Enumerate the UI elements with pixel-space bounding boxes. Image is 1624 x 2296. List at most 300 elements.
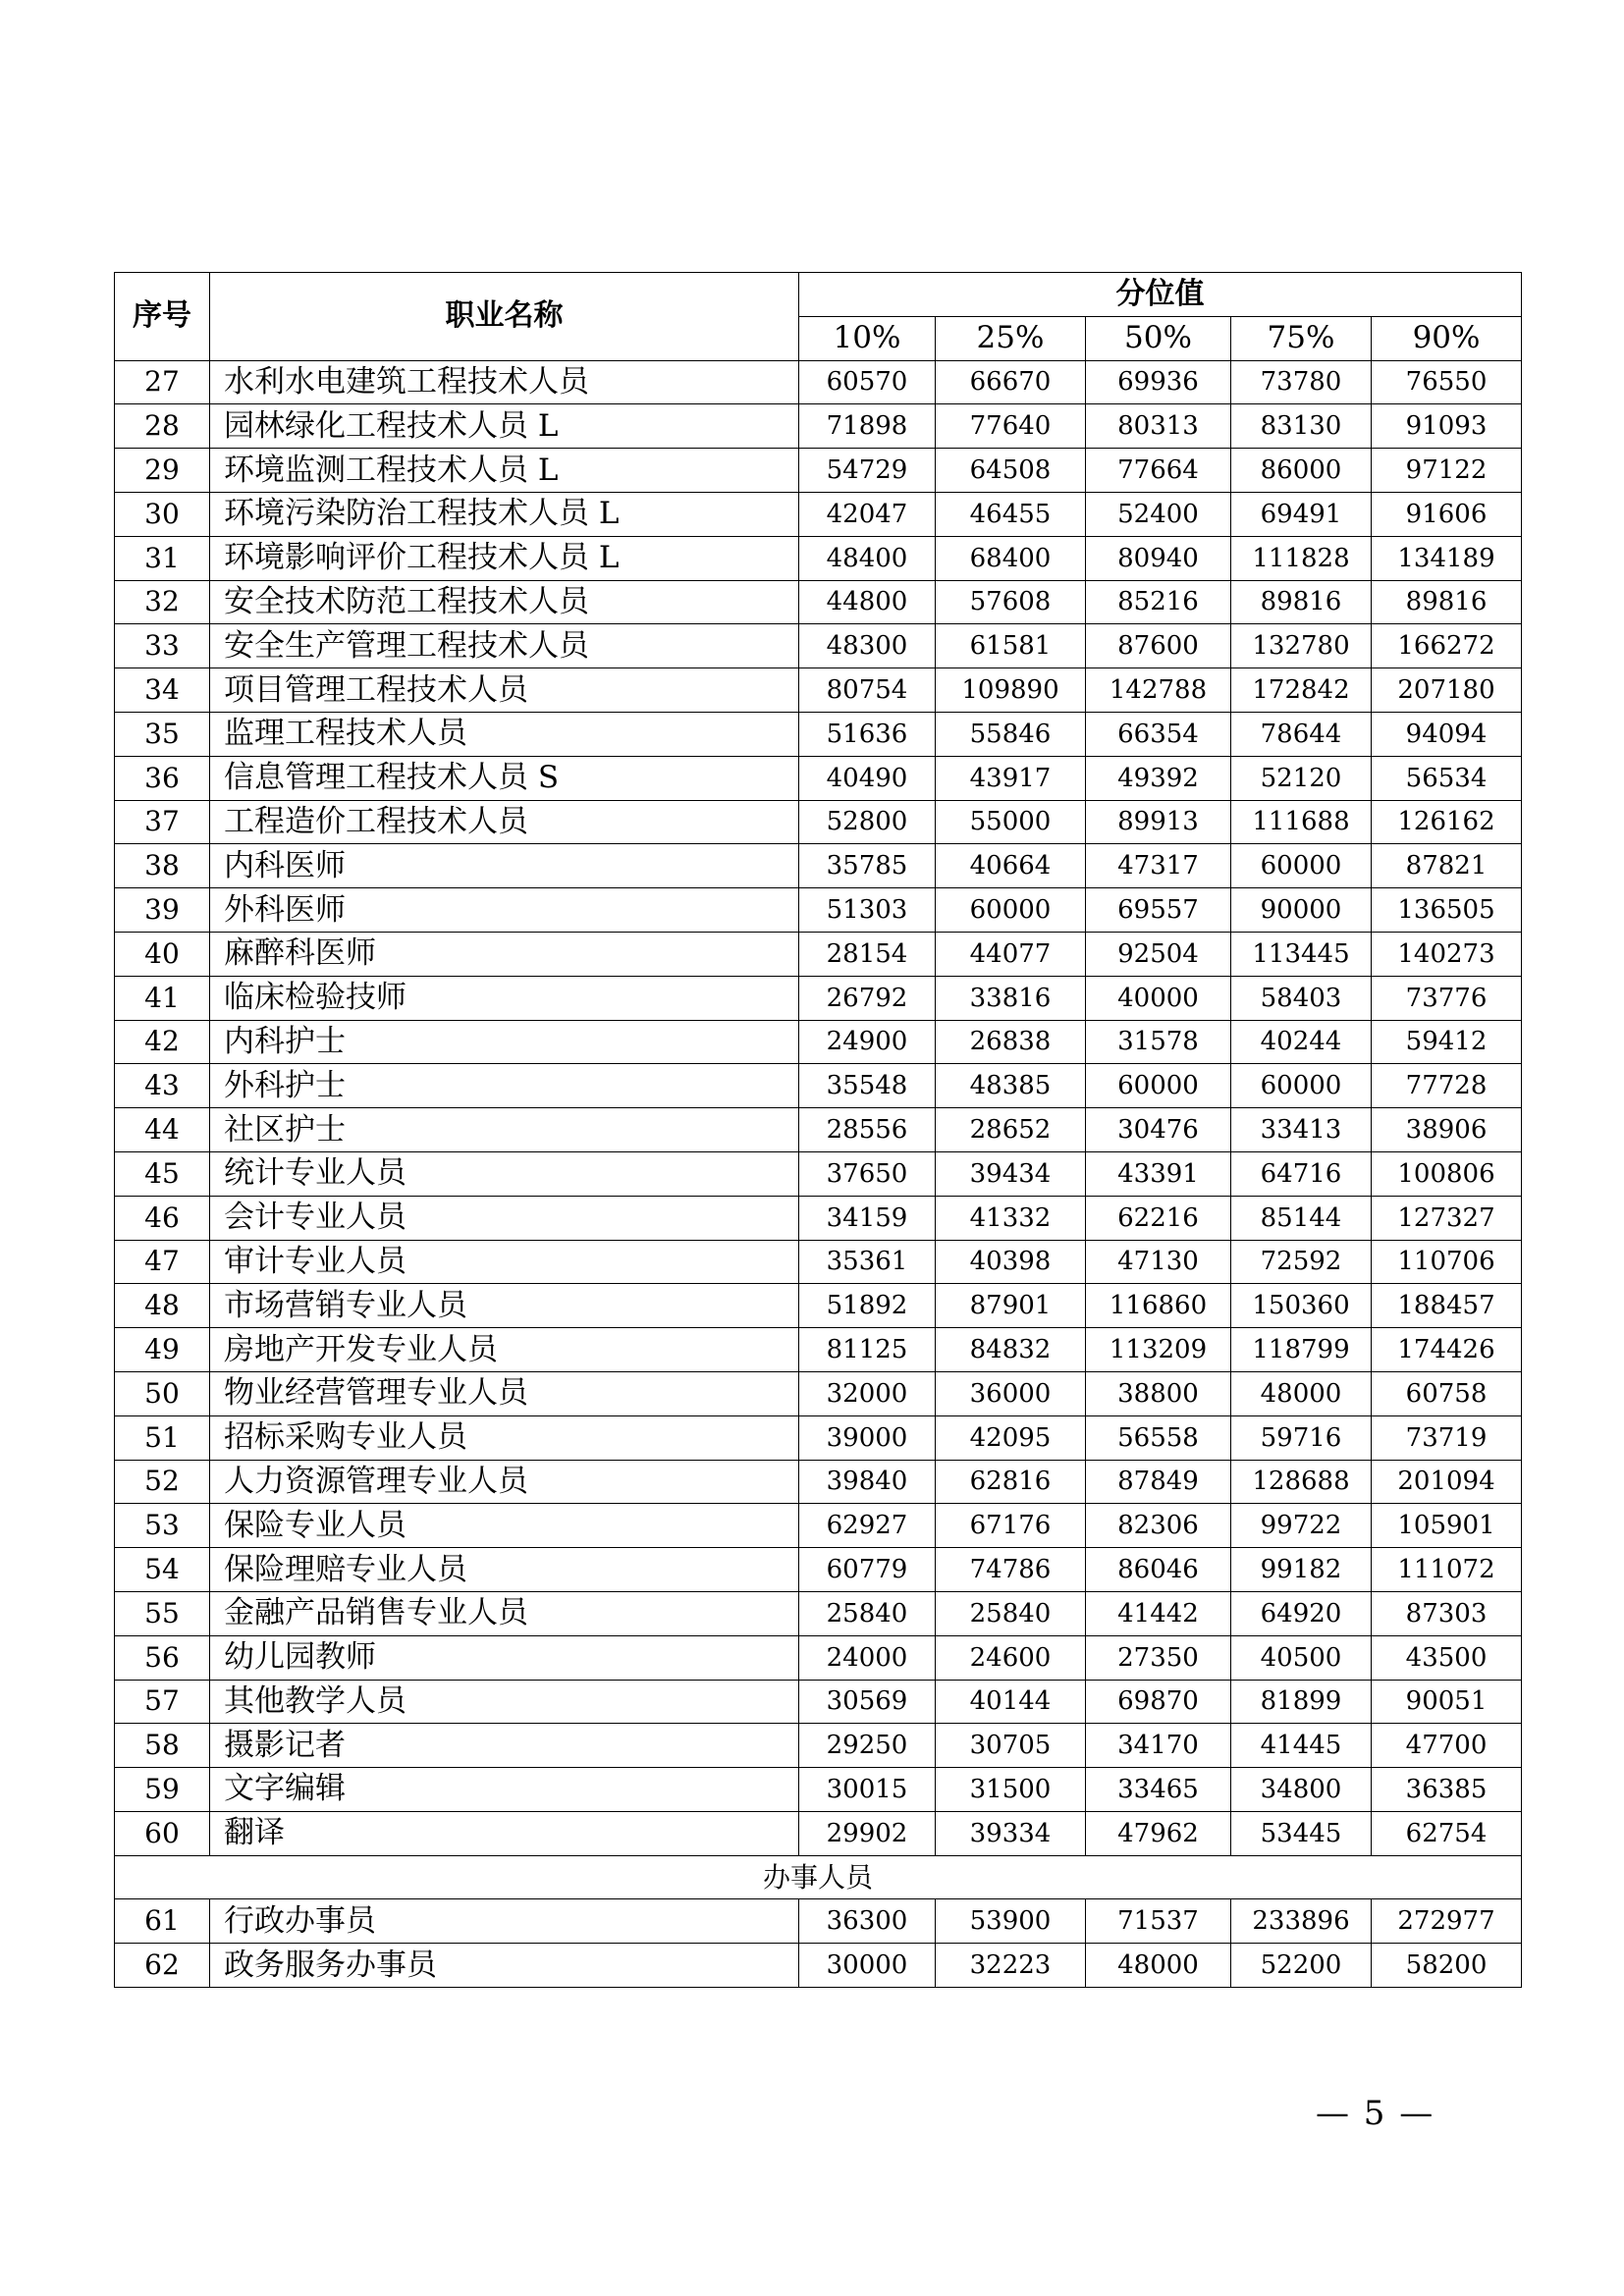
row-value-p90: 90051 (1372, 1680, 1522, 1724)
row-value-p50: 77664 (1086, 449, 1231, 493)
table-body-clerical (115, 1899, 1522, 1988)
row-value-p75: 64920 (1231, 1591, 1372, 1635)
row-value-p25: 77640 (936, 404, 1086, 449)
row-value-p10: 40490 (799, 756, 936, 800)
table-row (115, 404, 1522, 449)
row-value-p25: 84832 (936, 1328, 1086, 1372)
table-row (115, 580, 1522, 624)
table-row (115, 1724, 1522, 1768)
row-value-p50: 48000 (1086, 1944, 1231, 1988)
row-value-p25: 61581 (936, 624, 1086, 668)
row-value-p50: 33465 (1086, 1768, 1231, 1812)
row-serial-number: 46 (115, 1196, 210, 1240)
row-value-p25: 48385 (936, 1064, 1086, 1108)
header-occupation-name: 职业名称 (210, 273, 799, 361)
row-occupation-name: 物业经营管理专业人员 (210, 1371, 799, 1415)
row-value-p90: 62754 (1372, 1811, 1522, 1855)
table-row (115, 888, 1522, 933)
row-value-p90: 272977 (1372, 1899, 1522, 1944)
row-value-p90: 36385 (1372, 1768, 1522, 1812)
row-serial-number: 27 (115, 360, 210, 404)
row-value-p90: 87303 (1372, 1591, 1522, 1635)
section-label-clerical-staff: 办事人员 (115, 1855, 1522, 1899)
row-value-p25: 44077 (936, 932, 1086, 976)
table-row (115, 1460, 1522, 1504)
row-value-p90: 47700 (1372, 1724, 1522, 1768)
row-value-p50: 27350 (1086, 1635, 1231, 1680)
row-value-p25: 33816 (936, 976, 1086, 1020)
table-body-section (115, 1855, 1522, 1899)
row-value-p50: 80940 (1086, 536, 1231, 580)
row-value-p25: 28652 (936, 1108, 1086, 1152)
row-value-p90: 188457 (1372, 1284, 1522, 1328)
row-value-p90: 91093 (1372, 404, 1522, 449)
table-row (115, 1196, 1522, 1240)
row-value-p75: 81899 (1231, 1680, 1372, 1724)
table-row (115, 492, 1522, 536)
row-value-p90: 73776 (1372, 976, 1522, 1020)
row-serial-number: 34 (115, 668, 210, 713)
row-value-p75: 128688 (1231, 1460, 1372, 1504)
row-serial-number: 39 (115, 888, 210, 933)
row-value-p50: 89913 (1086, 800, 1231, 844)
row-value-p10: 51636 (799, 712, 936, 756)
row-occupation-name: 政务服务办事员 (210, 1944, 799, 1988)
row-occupation-name: 水利水电建筑工程技术人员 (210, 360, 799, 404)
row-serial-number: 48 (115, 1284, 210, 1328)
row-value-p90: 111072 (1372, 1548, 1522, 1592)
row-value-p25: 57608 (936, 580, 1086, 624)
row-occupation-name: 临床检验技师 (210, 976, 799, 1020)
row-value-p90: 91606 (1372, 492, 1522, 536)
row-value-p50: 66354 (1086, 712, 1231, 756)
row-value-p10: 34159 (799, 1196, 936, 1240)
row-serial-number: 40 (115, 932, 210, 976)
row-value-p90: 43500 (1372, 1635, 1522, 1680)
table-row (115, 1151, 1522, 1196)
row-value-p90: 73719 (1372, 1415, 1522, 1460)
row-occupation-name: 会计专业人员 (210, 1196, 799, 1240)
row-serial-number: 33 (115, 624, 210, 668)
row-occupation-name: 招标采购专业人员 (210, 1415, 799, 1460)
row-value-p50: 40000 (1086, 976, 1231, 1020)
table-row (115, 1680, 1522, 1724)
header-percentile-group: 分位值 (799, 273, 1522, 317)
table-row (115, 1020, 1522, 1064)
row-serial-number: 32 (115, 580, 210, 624)
row-value-p90: 126162 (1372, 800, 1522, 844)
row-value-p10: 35361 (799, 1240, 936, 1284)
row-serial-number: 44 (115, 1108, 210, 1152)
row-serial-number: 43 (115, 1064, 210, 1108)
row-value-p75: 33413 (1231, 1108, 1372, 1152)
row-value-p90: 166272 (1372, 624, 1522, 668)
row-serial-number: 50 (115, 1371, 210, 1415)
row-occupation-name: 社区护士 (210, 1108, 799, 1152)
row-value-p10: 30569 (799, 1680, 936, 1724)
table-row (115, 1504, 1522, 1548)
row-occupation-name: 统计专业人员 (210, 1151, 799, 1196)
row-value-p25: 40398 (936, 1240, 1086, 1284)
row-value-p50: 34170 (1086, 1724, 1231, 1768)
row-serial-number: 51 (115, 1415, 210, 1460)
table-row (115, 756, 1522, 800)
row-value-p75: 59716 (1231, 1415, 1372, 1460)
row-value-p10: 37650 (799, 1151, 936, 1196)
row-value-p75: 113445 (1231, 932, 1372, 976)
row-serial-number: 47 (115, 1240, 210, 1284)
row-value-p50: 116860 (1086, 1284, 1231, 1328)
row-value-p75: 69491 (1231, 492, 1372, 536)
row-value-p90: 59412 (1372, 1020, 1522, 1064)
row-value-p90: 97122 (1372, 449, 1522, 493)
row-serial-number: 59 (115, 1768, 210, 1812)
row-occupation-name: 文字编辑 (210, 1768, 799, 1812)
row-value-p75: 132780 (1231, 624, 1372, 668)
row-value-p90: 77728 (1372, 1064, 1522, 1108)
row-serial-number: 35 (115, 712, 210, 756)
row-serial-number: 52 (115, 1460, 210, 1504)
row-value-p75: 72592 (1231, 1240, 1372, 1284)
row-value-p10: 48400 (799, 536, 936, 580)
row-serial-number: 49 (115, 1328, 210, 1372)
row-value-p25: 87901 (936, 1284, 1086, 1328)
table-row (115, 932, 1522, 976)
row-value-p25: 40664 (936, 844, 1086, 888)
row-value-p75: 53445 (1231, 1811, 1372, 1855)
row-value-p10: 30000 (799, 1944, 936, 1988)
row-value-p75: 99722 (1231, 1504, 1372, 1548)
row-value-p10: 35548 (799, 1064, 936, 1108)
header-serial-number: 序号 (115, 273, 210, 361)
row-value-p75: 85144 (1231, 1196, 1372, 1240)
table-row (115, 800, 1522, 844)
row-value-p10: 80754 (799, 668, 936, 713)
row-value-p25: 36000 (936, 1371, 1086, 1415)
row-serial-number: 60 (115, 1811, 210, 1855)
table-row (115, 1371, 1522, 1415)
header-p25: 25% (936, 316, 1086, 360)
row-value-p25: 26838 (936, 1020, 1086, 1064)
row-value-p50: 47962 (1086, 1811, 1231, 1855)
row-value-p50: 49392 (1086, 756, 1231, 800)
row-occupation-name: 工程造价工程技术人员 (210, 800, 799, 844)
row-occupation-name: 幼儿园教师 (210, 1635, 799, 1680)
table-row (115, 449, 1522, 493)
row-value-p10: 28154 (799, 932, 936, 976)
row-occupation-name: 翻译 (210, 1811, 799, 1855)
row-value-p50: 69870 (1086, 1680, 1231, 1724)
table-row (115, 1591, 1522, 1635)
row-serial-number: 57 (115, 1680, 210, 1724)
table-row (115, 1064, 1522, 1108)
row-value-p25: 40144 (936, 1680, 1086, 1724)
row-value-p50: 38800 (1086, 1371, 1231, 1415)
row-value-p75: 89816 (1231, 580, 1372, 624)
row-serial-number: 56 (115, 1635, 210, 1680)
header-p50: 50% (1086, 316, 1231, 360)
row-value-p90: 94094 (1372, 712, 1522, 756)
row-value-p10: 62927 (799, 1504, 936, 1548)
row-serial-number: 41 (115, 976, 210, 1020)
row-value-p10: 25840 (799, 1591, 936, 1635)
row-occupation-name: 金融产品销售专业人员 (210, 1591, 799, 1635)
row-value-p10: 36300 (799, 1899, 936, 1944)
row-value-p25: 74786 (936, 1548, 1086, 1592)
table-row (115, 1284, 1522, 1328)
row-value-p25: 55846 (936, 712, 1086, 756)
row-value-p50: 69557 (1086, 888, 1231, 933)
table-row (115, 1415, 1522, 1460)
row-value-p25: 31500 (936, 1768, 1086, 1812)
row-value-p75: 34800 (1231, 1768, 1372, 1812)
row-value-p90: 87821 (1372, 844, 1522, 888)
row-value-p50: 47130 (1086, 1240, 1231, 1284)
row-value-p75: 78644 (1231, 712, 1372, 756)
salary-percentile-table (114, 272, 1522, 1988)
row-value-p90: 110706 (1372, 1240, 1522, 1284)
row-value-p25: 42095 (936, 1415, 1086, 1460)
table-row (115, 1548, 1522, 1592)
row-value-p25: 24600 (936, 1635, 1086, 1680)
row-occupation-name: 安全技术防范工程技术人员 (210, 580, 799, 624)
row-value-p75: 64716 (1231, 1151, 1372, 1196)
row-occupation-name: 房地产开发专业人员 (210, 1328, 799, 1372)
row-value-p10: 29250 (799, 1724, 936, 1768)
row-value-p10: 54729 (799, 449, 936, 493)
section-row (115, 1855, 1522, 1899)
table-row (115, 1328, 1522, 1372)
header-p75: 75% (1231, 316, 1372, 360)
row-value-p25: 68400 (936, 536, 1086, 580)
row-occupation-name: 环境污染防治工程技术人员 L (210, 492, 799, 536)
row-occupation-name: 保险理赔专业人员 (210, 1548, 799, 1592)
row-value-p10: 81125 (799, 1328, 936, 1372)
row-value-p50: 87600 (1086, 624, 1231, 668)
row-value-p25: 43917 (936, 756, 1086, 800)
table-row (115, 1108, 1522, 1152)
row-value-p10: 48300 (799, 624, 936, 668)
row-value-p10: 30015 (799, 1768, 936, 1812)
table-row (115, 668, 1522, 713)
row-value-p90: 100806 (1372, 1151, 1522, 1196)
row-value-p50: 80313 (1086, 404, 1231, 449)
row-value-p25: 55000 (936, 800, 1086, 844)
row-value-p75: 118799 (1231, 1328, 1372, 1372)
header-p90: 90% (1372, 316, 1522, 360)
row-value-p90: 89816 (1372, 580, 1522, 624)
row-value-p25: 109890 (936, 668, 1086, 713)
row-value-p10: 26792 (799, 976, 936, 1020)
row-value-p75: 111828 (1231, 536, 1372, 580)
row-serial-number: 55 (115, 1591, 210, 1635)
row-serial-number: 29 (115, 449, 210, 493)
row-value-p90: 134189 (1372, 536, 1522, 580)
table-row (115, 360, 1522, 404)
row-value-p50: 62216 (1086, 1196, 1231, 1240)
row-occupation-name: 园林绿化工程技术人员 L (210, 404, 799, 449)
row-value-p10: 51892 (799, 1284, 936, 1328)
row-value-p25: 53900 (936, 1899, 1086, 1944)
row-value-p10: 28556 (799, 1108, 936, 1152)
row-serial-number: 30 (115, 492, 210, 536)
table-row (115, 976, 1522, 1020)
row-value-p90: 127327 (1372, 1196, 1522, 1240)
row-value-p25: 67176 (936, 1504, 1086, 1548)
row-value-p75: 233896 (1231, 1899, 1372, 1944)
table-row (115, 1635, 1522, 1680)
row-value-p50: 92504 (1086, 932, 1231, 976)
row-value-p50: 87849 (1086, 1460, 1231, 1504)
row-value-p75: 172842 (1231, 668, 1372, 713)
row-value-p10: 51303 (799, 888, 936, 933)
row-serial-number: 38 (115, 844, 210, 888)
row-value-p90: 105901 (1372, 1504, 1522, 1548)
table-row (115, 536, 1522, 580)
row-serial-number: 62 (115, 1944, 210, 1988)
row-value-p90: 174426 (1372, 1328, 1522, 1372)
row-value-p50: 56558 (1086, 1415, 1231, 1460)
row-occupation-name: 环境影响评价工程技术人员 L (210, 536, 799, 580)
row-value-p50: 113209 (1086, 1328, 1231, 1372)
row-value-p50: 47317 (1086, 844, 1231, 888)
row-value-p90: 201094 (1372, 1460, 1522, 1504)
row-value-p25: 66670 (936, 360, 1086, 404)
row-serial-number: 28 (115, 404, 210, 449)
row-value-p90: 60758 (1372, 1371, 1522, 1415)
table-row (115, 1811, 1522, 1855)
row-occupation-name: 内科医师 (210, 844, 799, 888)
row-value-p50: 85216 (1086, 580, 1231, 624)
table-row (115, 624, 1522, 668)
row-occupation-name: 其他教学人员 (210, 1680, 799, 1724)
row-value-p25: 46455 (936, 492, 1086, 536)
row-occupation-name: 审计专业人员 (210, 1240, 799, 1284)
row-value-p10: 39000 (799, 1415, 936, 1460)
row-value-p90: 56534 (1372, 756, 1522, 800)
row-value-p50: 31578 (1086, 1020, 1231, 1064)
row-value-p50: 60000 (1086, 1064, 1231, 1108)
row-value-p25: 39334 (936, 1811, 1086, 1855)
header-p10: 10% (799, 316, 936, 360)
row-value-p75: 52200 (1231, 1944, 1372, 1988)
row-serial-number: 45 (115, 1151, 210, 1196)
row-value-p10: 39840 (799, 1460, 936, 1504)
row-serial-number: 42 (115, 1020, 210, 1064)
row-value-p75: 83130 (1231, 404, 1372, 449)
row-value-p75: 52120 (1231, 756, 1372, 800)
table-row (115, 1944, 1522, 1988)
row-occupation-name: 外科医师 (210, 888, 799, 933)
row-value-p10: 42047 (799, 492, 936, 536)
row-value-p75: 40244 (1231, 1020, 1372, 1064)
row-value-p25: 30705 (936, 1724, 1086, 1768)
row-value-p10: 71898 (799, 404, 936, 449)
row-value-p10: 29902 (799, 1811, 936, 1855)
row-value-p50: 71537 (1086, 1899, 1231, 1944)
row-value-p10: 35785 (799, 844, 936, 888)
row-value-p25: 41332 (936, 1196, 1086, 1240)
row-value-p75: 86000 (1231, 449, 1372, 493)
row-value-p25: 64508 (936, 449, 1086, 493)
table-row (115, 1240, 1522, 1284)
row-occupation-name: 外科护士 (210, 1064, 799, 1108)
row-serial-number: 37 (115, 800, 210, 844)
row-value-p90: 58200 (1372, 1944, 1522, 1988)
row-value-p75: 58403 (1231, 976, 1372, 1020)
row-serial-number: 53 (115, 1504, 210, 1548)
row-value-p50: 142788 (1086, 668, 1231, 713)
table-row (115, 712, 1522, 756)
row-occupation-name: 项目管理工程技术人员 (210, 668, 799, 713)
row-value-p75: 150360 (1231, 1284, 1372, 1328)
row-value-p10: 60570 (799, 360, 936, 404)
row-value-p25: 62816 (936, 1460, 1086, 1504)
row-value-p25: 39434 (936, 1151, 1086, 1196)
table-row (115, 1768, 1522, 1812)
row-occupation-name: 行政办事员 (210, 1899, 799, 1944)
row-occupation-name: 人力资源管理专业人员 (210, 1460, 799, 1504)
row-value-p90: 140273 (1372, 932, 1522, 976)
row-value-p10: 60779 (799, 1548, 936, 1592)
row-value-p75: 73780 (1231, 360, 1372, 404)
row-serial-number: 54 (115, 1548, 210, 1592)
row-occupation-name: 安全生产管理工程技术人员 (210, 624, 799, 668)
table-row (115, 844, 1522, 888)
row-value-p90: 76550 (1372, 360, 1522, 404)
table-body-professional (115, 360, 1522, 1855)
row-value-p75: 41445 (1231, 1724, 1372, 1768)
row-value-p10: 24000 (799, 1635, 936, 1680)
row-occupation-name: 摄影记者 (210, 1724, 799, 1768)
row-value-p75: 99182 (1231, 1548, 1372, 1592)
page-number: — 5 — (1316, 2094, 1435, 2133)
row-occupation-name: 监理工程技术人员 (210, 712, 799, 756)
row-value-p10: 44800 (799, 580, 936, 624)
row-value-p50: 41442 (1086, 1591, 1231, 1635)
row-value-p90: 207180 (1372, 668, 1522, 713)
row-value-p25: 25840 (936, 1591, 1086, 1635)
row-serial-number: 58 (115, 1724, 210, 1768)
row-value-p90: 38906 (1372, 1108, 1522, 1152)
row-value-p50: 30476 (1086, 1108, 1231, 1152)
row-value-p25: 60000 (936, 888, 1086, 933)
row-value-p50: 52400 (1086, 492, 1231, 536)
row-value-p10: 24900 (799, 1020, 936, 1064)
row-value-p10: 32000 (799, 1371, 936, 1415)
row-occupation-name: 麻醉科医师 (210, 932, 799, 976)
row-occupation-name: 内科护士 (210, 1020, 799, 1064)
row-serial-number: 61 (115, 1899, 210, 1944)
row-value-p50: 86046 (1086, 1548, 1231, 1592)
table-row (115, 1899, 1522, 1944)
row-value-p50: 43391 (1086, 1151, 1231, 1196)
row-value-p90: 136505 (1372, 888, 1522, 933)
row-occupation-name: 市场营销专业人员 (210, 1284, 799, 1328)
row-occupation-name: 保险专业人员 (210, 1504, 799, 1548)
row-value-p75: 60000 (1231, 1064, 1372, 1108)
row-value-p50: 82306 (1086, 1504, 1231, 1548)
row-value-p75: 90000 (1231, 888, 1372, 933)
row-value-p50: 69936 (1086, 360, 1231, 404)
row-value-p75: 111688 (1231, 800, 1372, 844)
row-serial-number: 31 (115, 536, 210, 580)
row-value-p75: 48000 (1231, 1371, 1372, 1415)
row-value-p75: 40500 (1231, 1635, 1372, 1680)
row-value-p10: 52800 (799, 800, 936, 844)
row-occupation-name: 环境监测工程技术人员 L (210, 449, 799, 493)
row-value-p75: 60000 (1231, 844, 1372, 888)
